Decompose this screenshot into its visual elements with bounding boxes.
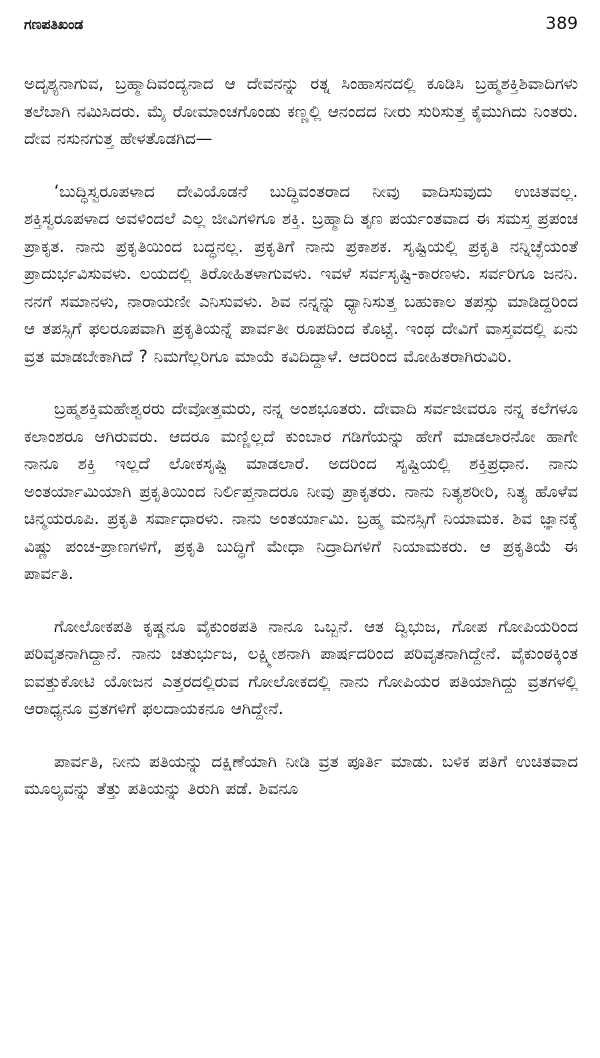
paragraph: ‘ಬುದ್ಧಿಸ್ವರೂಪಳಾದ ದೇವಿಯೊಡನೆ ಬುದ್ಧಿವಂತರಾದ ನೀವು ವಾದಿಸುವುದು ಉಚಿತವಲ್ಲ. ಶಕ್ತಿಸ್ವರೂಪಳಾದ ಅವಳಿಂದಲೆ ಎಲ್ಲ ಜೀವಿಗಳಿಗೂ ಶಕ್ತಿ. ಬ್ರಹ್ಮಾದಿ ತೃಣ ಪರ್ಯಂತವಾದ ಈ ಸಮಸ್ತ ಪ್ರಪಂಚ ಪ್ರಾಕೃತ. ನಾನು ಪ್ರಕೃತಿಯಿಂದ ಬದ್ಧನಲ್ಲ. ಪ್ರಕೃತಿಗೆ ನಾನು ಪ್ರಕಾಶಕ. ಸೃಷ್ಟಿಯಲ್ಲಿ ಪ್ರಕೃತಿ ನನ್ನಿಚ್ಛೆಯಂತೆ ಪ್ರಾದುರ್ಭವಿಸುವಳು. ಲಯದಲ್ಲಿ ತಿರೋಹಿತಳಾಗುವಳು. ಇವಳೆ ಸರ್ವಸೃಷ್ಟಿ-ಕಾರಣಳು. ಸರ್ವರಿಗೂ ಜನನಿ. ನನಗೆ ಸಮಾನಳು, ನಾರಾಯಣೀ ಎನಿಸುವಳು. ಶಿವ ನನ್ನನ್ನು ಧ್ಯಾನಿಸುತ್ತ ಬಹುಕಾಲ ತಪಸ್ಸು ಮಾಡಿದ್ದರಿಂದ ಆ ತಪಸ್ಸಿಗೆ ಫಲರೂಪವಾಗಿ ಪ್ರಕೃತಿಯನ್ನೆ ಪಾರ್ವತೀ ರೂಪದಿಂದ ಕೊಟ್ಟೆ. ಇಂಥ ದೇವಿಗೆ ವಾಸ್ತವದಲ್ಲಿ ಏನು ವ್ರತ ಮಾಡಬೇಕಾಗಿದೆ ? ನಿಮಗೆಲ್ಲರಿಗೂ ಮಾಯೆ ಕವಿದಿದ್ದಾಳೆ. ಆದರಿಂದ ಮೋಹಿತರಾಗಿರುವಿರಿ. <box>24 181 578 366</box>
paragraph: ಗೋಲೋಕಪತಿ ಕೃಷ್ಣನೂ ವೈಕುಂಠಪತಿ ನಾನೂ ಒಬ್ಬನೆ. ಆತ ದ್ವಿಭುಜ, ಗೋಪ ಗೋಪಿಯರಿಂದ ಪರಿವೃತನಾಗಿದ್ದಾನೆ. ನಾನು ಚತುರ್ಭುಜ, ಲಕ್ಷ್ಮೀಶನಾಗಿ ಪಾರ್ಷದರಿಂದ ಪರಿವೃತನಾಗಿದ್ದೇನೆ. ವೈಕುಂಠಕ್ಕಿಂತ ಐವತ್ತುಕೋಟಿ ಯೋಜನ ಎತ್ತರದಲ್ಲಿರುವ ಗೋಲೋಕದಲ್ಲಿ ನಾನು ಗೋಪಿಯರ ಪತಿಯಾಗಿದ್ದು ವ್ರತಗಳಲ್ಲಿ ಆರಾಧ್ಯನೂ ವ್ರತಗಳಿಗೆ ಫಲದಾಯಕನೂ ಆಗಿದ್ದೇನೆ. <box>24 616 578 718</box>
paragraph: ಅದೃಶ್ಯನಾಗುವ, ಬ್ರಹ್ಮಾದಿವಂದ್ಯನಾದ ಆ ದೇವನನ್ನು ರತ್ನ ಸಿಂಹಾಸನದಲ್ಲಿ ಕೂಡಿಸಿ ಬ್ರಹ್ಮಶಕ್ತಿಶಿವಾದಿಗಳು ತಲೆಬಾಗಿ ನಮಿಸಿದರು. ಮೈ ರೋಮಾಂಚಗೊಂಡು ಕಣ್ಣಲ್ಲಿ ಆನಂದದ ನೀರು ಸುರಿಸುತ್ತ ಕೈಮುಗಿದು ನಿಂತರು. ದೇವ ನಸುನಗುತ್ತ ಹೇಳತೊಡಗಿದ— <box>24 74 578 148</box>
page-number: 389 <box>545 14 578 34</box>
running-head: ಗಣಪತಿಖಂಡ <box>24 17 84 33</box>
page-header <box>24 14 578 44</box>
paragraph: ಪಾರ್ವತಿ, ನೀನು ಪತಿಯನ್ನು ದಕ್ಷಿಣೆಯಾಗಿ ನೀಡಿ ವ್ರತ ಪೂರ್ತಿ ಮಾಡು. ಬಳಿಕ ಪತಿಗೆ ಉಚಿತವಾದ ಮೂಲ್ಯವನ್ನು ತೆತ್ತು ಪತಿಯನ್ನು ತಿರುಗಿ ಪಡೆ. ಶಿವನೂ <box>24 751 578 798</box>
paragraph: ಬ್ರಹ್ಮಶಕ್ತಿಮಹೇಶ್ವರರು ದೇವೋತ್ತಮರು, ನನ್ನ ಅಂಶಭೂತರು. ದೇವಾದಿ ಸರ್ವಜೀವರೂ ನನ್ನ ಕಲೆಗಳೂ ಕಲಾಂಶರೂ ಆಗಿರುವರು. ಆದರೂ ಮಣ್ಣಿಲ್ಲದೆ ಕುಂಬಾರ ಗಡಿಗೆಯನ್ನು ಹೇಗೆ ಮಾಡಲಾರನೋ ಹಾಗೇ ನಾನೂ ಶಕ್ತಿ ಇಲ್ಲದೆ ಲೋಕಸೃಷ್ಟಿ ಮಾಡಲಾರೆ. ಅದರಿಂದ ಸೃಷ್ಟಿಯಲ್ಲಿ ಶಕ್ತಿಪ್ರಧಾನ. ನಾನು ಅಂತರ್ಯಾಮಿಯಾಗಿ ಪ್ರಕೃತಿಯಿಂದ ನಿರ್ಲಿಪ್ತನಾದರೂ ನೀವು ಪ್ರಾಕೃತರು. ನಾನು ನಿತ್ಯಶರೀರಿ, ನಿತ್ಯ ಹೊಳೆವ ಚಿನ್ಮಯರೂಪಿ. ಪ್ರಕೃತಿ ಸರ್ವಾಧಾರಳು. ನಾನು ಅಂತರ್ಯಾಮಿ. ಬ್ರಹ್ಮ ಮನಸ್ಸಿಗೆ ನಿಯಾಮಕ. ಶಿವ ಜ್ಞಾನಕ್ಕೆ ವಿಷ್ಣು ಪಂಚ-ಪ್ರಾಣಗಳಿಗೆ, ಪ್ರಕೃತಿ ಬುದ್ಧಿಗೆ ಮೇಧಾ ನಿದ್ರಾದಿಗಳಿಗೆ ನಿಯಾಮಕರು. ಆ ಪ್ರಕೃತಿಯೆ ಈ ಪಾರ್ವತಿ. <box>24 399 578 583</box>
body-text <box>24 70 578 803</box>
